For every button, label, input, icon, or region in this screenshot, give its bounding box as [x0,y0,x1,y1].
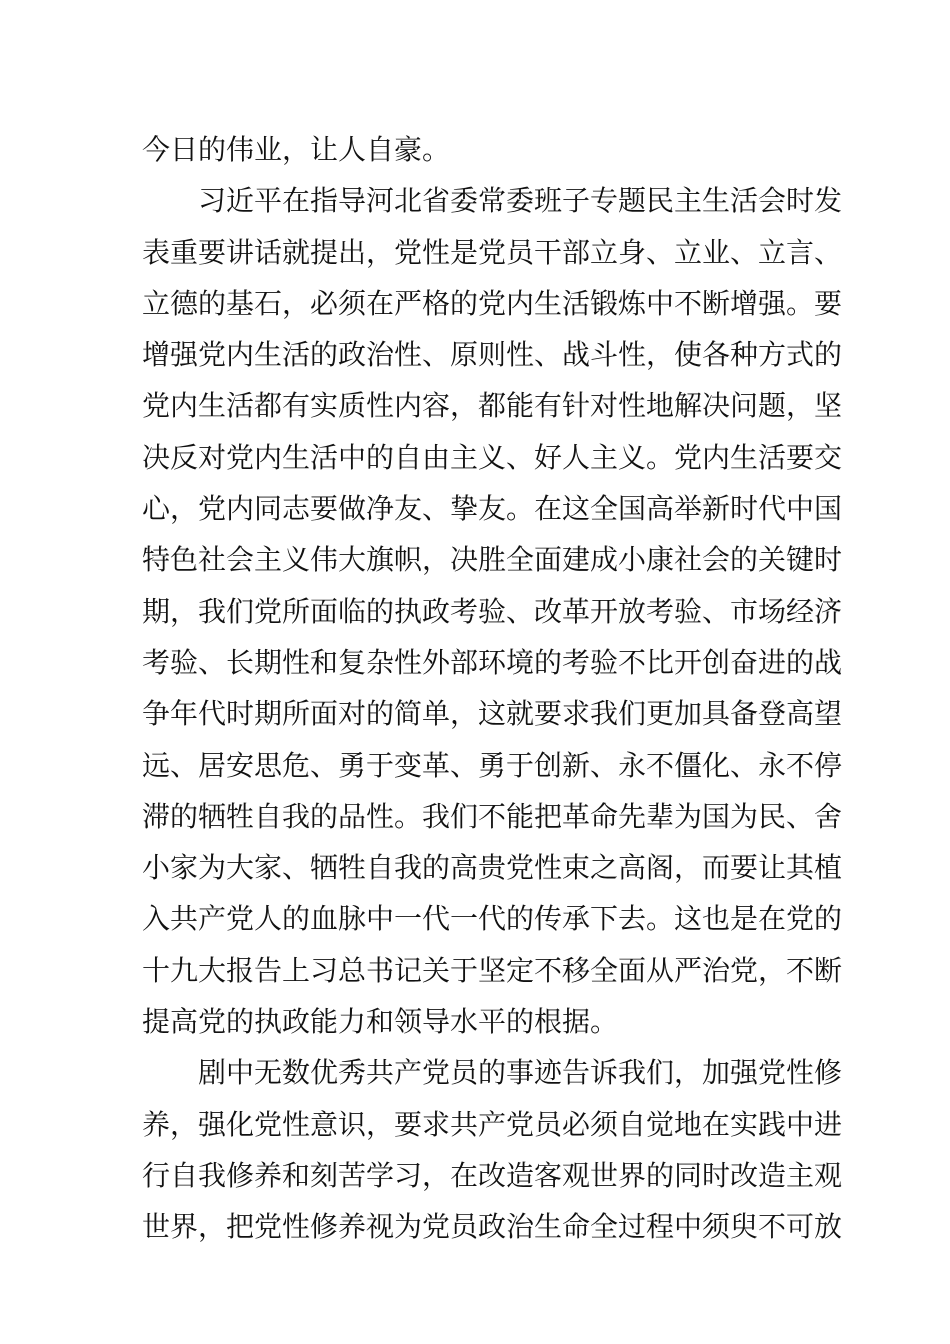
paragraph-1-line-14: 入共产党人的血脉中一代一代的传承下去。这也是在党的 [142,902,843,936]
paragraph-1-line-11: 远、居安思危、勇于变革、勇于创新、永不僵化、永不停 [142,748,843,782]
paragraph-1-line-8: 期，我们党所面临的执政考验、改革开放考验、市场经济 [142,594,843,628]
paragraph-1-line-16: 提高党的执政能力和领导水平的根据。 [142,1005,619,1039]
paragraph-1-line-12: 滞的牺牲自我的品性。我们不能把革命先辈为国为民、舍 [142,799,843,833]
paragraph-1-line-7: 特色社会主义伟大旗帜，决胜全面建成小康社会的关键时 [142,543,843,577]
paragraph-1-line-6: 心，党内同志要做净友、挚友。在这全国高举新时代中国 [142,492,843,526]
paragraph-1-line-15: 十九大报告上习总书记关于坚定不移全面从严治党，不断 [142,953,843,987]
paragraph-1-line-4: 党内生活都有实质性内容，都能有针对性地解决问题，坚 [142,389,843,423]
paragraph-1-line-2: 立德的基石，必须在严格的党内生活锻炼中不断增强。要 [142,286,843,320]
paragraph-2-line-3: 世界，把党性修养视为党员政治生命全过程中须臾不可放 [142,1210,843,1244]
paragraph-1-line-3: 增强党内生活的政治性、原则性、战斗性，使各种方式的 [142,338,843,372]
paragraph-1-line-9: 考验、长期性和复杂性外部环境的考验不比开创奋进的战 [142,645,843,679]
paragraph-2-line-1: 养，强化党性意识，要求共产党员必须自觉地在实践中进 [142,1107,843,1141]
paragraph-0-line-0: 今日的伟业，让人自豪。 [142,133,451,166]
paragraph-1-line-1: 表重要讲话就提出，党性是党员干部立身、立业、立言、 [142,235,843,269]
paragraph-1-line-13: 小家为大家、牺牲自我的高贵党性束之高阁，而要让其植 [142,851,843,885]
paragraph-2-line-0: 剧中无数优秀共产党员的事迹告诉我们，加强党性修 [198,1056,843,1090]
paragraph-1-line-10: 争年代时期所面对的简单，这就要求我们更加具备登高望 [142,697,843,731]
paragraph-1-line-0: 习近平在指导河北省委常委班子专题民主生活会时发 [198,184,843,218]
paragraph-2-line-2: 行自我修养和刻苦学习，在改造客观世界的同时改造主观 [142,1158,843,1192]
paragraph-1-line-5: 决反对党内生活中的自由主义、好人主义。党内生活要交 [142,440,843,474]
document-body [142,124,843,1253]
